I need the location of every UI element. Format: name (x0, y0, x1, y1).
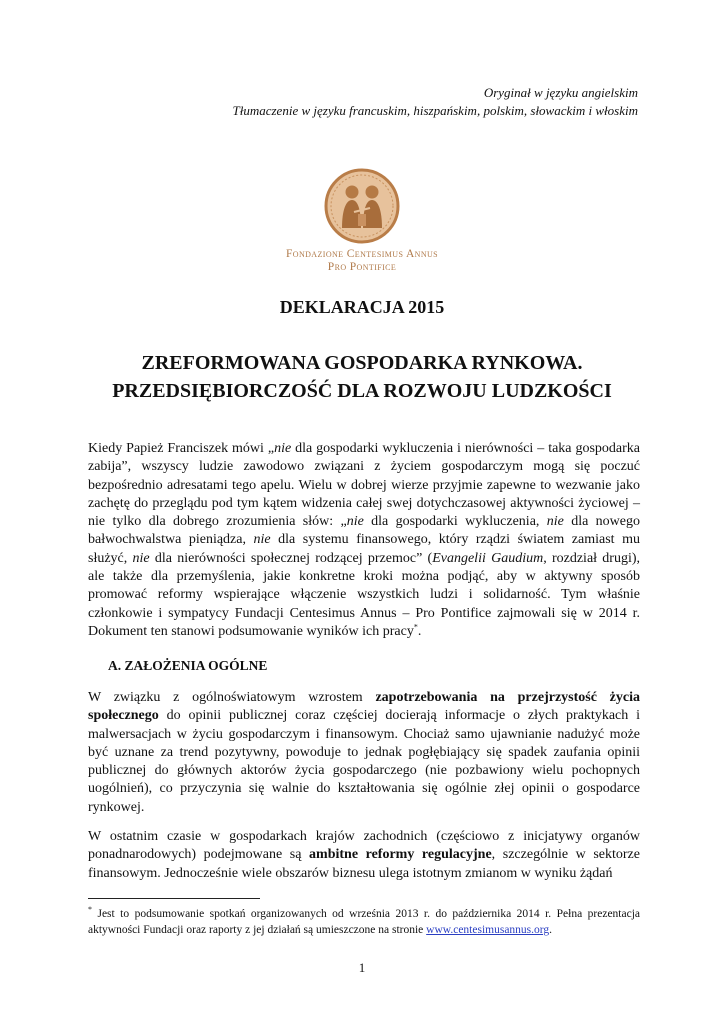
original-language-line: Oryginał w języku angielskim (483, 85, 638, 100)
bold-phrase: ambitne reformy regulacyjne (309, 847, 492, 863)
emphasis: nie (274, 441, 292, 456)
emphasis: nie (346, 514, 364, 530)
text-run: , rozdział drugi), ale także dla przemyślenia, jakie konkretne kroki można podjąć, aby w aktywny sposób promować reformy wspierające włączenie wszystkich ludzi i solidarność. Tym właśnie członkowie i sympatycy Fundacji Centesimus Annus – Pro Pontifice zajmowali się w 2014 r. Dokument ten stanowi podsumowanie wyników ich pracy (88, 550, 641, 639)
medallion-two-figures-icon (324, 168, 400, 244)
text-run: dla nierówności społecznej rodzącej przemoc” ( (149, 550, 433, 566)
emphasis: nie (546, 514, 564, 530)
text-run: dla gospodarki wykluczenia i nierówności – taka gospodarka zabija”, wszyscy ludzie zawodowo związani z życiem gospodarczym mogą się poczuć bezpośrednio adresatami tego apelu. Wielu w dobrej wierze przyjmie zapewne to wezwanie jako zachętę do przeglądu pod tym kątem widzenia całej swej dotychczasowej aktywności życiowej – nie tylko dla dobrego zrozumienia słów: „ (88, 441, 640, 530)
foundation-logo (0, 168, 724, 274)
language-note (233, 84, 639, 120)
text-run: do opinii publicznej coraz częściej docierają informacje o złych praktykach i malwersacjach w życiu gospodarczym i finansowym. Chociaż samo ujawnianie nadużyć może być uznane za trend pozytywny, powoduje to jednak pogłębiający się spadek zaufania opinii publicznej do głównych aktorów życia gospodarczego (nie pozbawiony wielu pochopnych uogólnień), co przyczynia się walnie do kształtowania się ogólnie złej opinii o gospodarce rynkowej. (88, 708, 640, 815)
footnote-reference[interactable]: * (413, 622, 418, 632)
website-link[interactable]: www.centesimusannus.org (426, 924, 550, 936)
citation-title: Evangelii Gaudium (432, 550, 544, 566)
foundation-name (0, 248, 724, 274)
text-run: . (549, 924, 553, 936)
footnote (88, 906, 640, 938)
text-run: . (417, 623, 422, 639)
section-heading: A. ZAŁOŻENIA OGÓLNE (108, 658, 268, 673)
footnote-divider (88, 898, 260, 899)
text-run: dla systemu finansowego, który rządzi światem zamiast mu służyć, (88, 532, 640, 566)
emphasis: nie (132, 550, 150, 566)
page-title (0, 349, 724, 405)
footnote-text: Jest to podsumowanie spotkań organizowanych od września 2013 r. do października 2014 r. Pełna prezentacja aktywności Fundacji oraz raporty z jej działań są umieszczone na stronie (88, 908, 640, 936)
page-number: 1 (358, 960, 366, 975)
document-label: DEKLARACJA 2015 (279, 297, 445, 317)
text-run: dla gospodarki wykluczenia, (363, 514, 547, 530)
emphasis: nie (253, 532, 271, 548)
foundation-name-line1: Fondazione Centesimus Annus (285, 248, 439, 260)
section-paragraph-1 (88, 689, 640, 817)
text-run: dla nowego bałwochwalstwa pieniądza, (88, 514, 640, 548)
text-run: , szczególnie w sektorze finansowym. Jednocześnie wiele obszarów biznesu ulega istotnym zmianom w wyniku żądań (88, 847, 640, 881)
bold-phrase: zapotrzebowania na przejrzystość życia społecznego (88, 690, 640, 724)
text-run: Kiedy Papież Franciszek mówi „ (88, 441, 275, 456)
title-line-1: ZREFORMOWANA GOSPODARKA RYNKOWA. (141, 352, 583, 374)
footnote-mark: * (88, 905, 92, 915)
text-run: W ostatnim czasie w gospodarkach krajów zachodnich (częściowo z inicjatywy organów ponadnarodowych) podejmowane są (88, 829, 640, 863)
intro-paragraph (88, 440, 640, 641)
section-paragraph-2 (88, 828, 640, 883)
translations-line: Tłumaczenie w języku francuskim, hiszpańskim, polskim, słowackim i włoskim (232, 103, 638, 118)
text-run: W związku z ogólnoświatowym wzrostem (88, 690, 376, 705)
foundation-name-line2: Pro Pontifice (327, 261, 397, 273)
title-line-2: PRZEDSIĘBIORCZOŚĆ DLA ROZWOJU LUDZKOŚCI (112, 380, 612, 402)
